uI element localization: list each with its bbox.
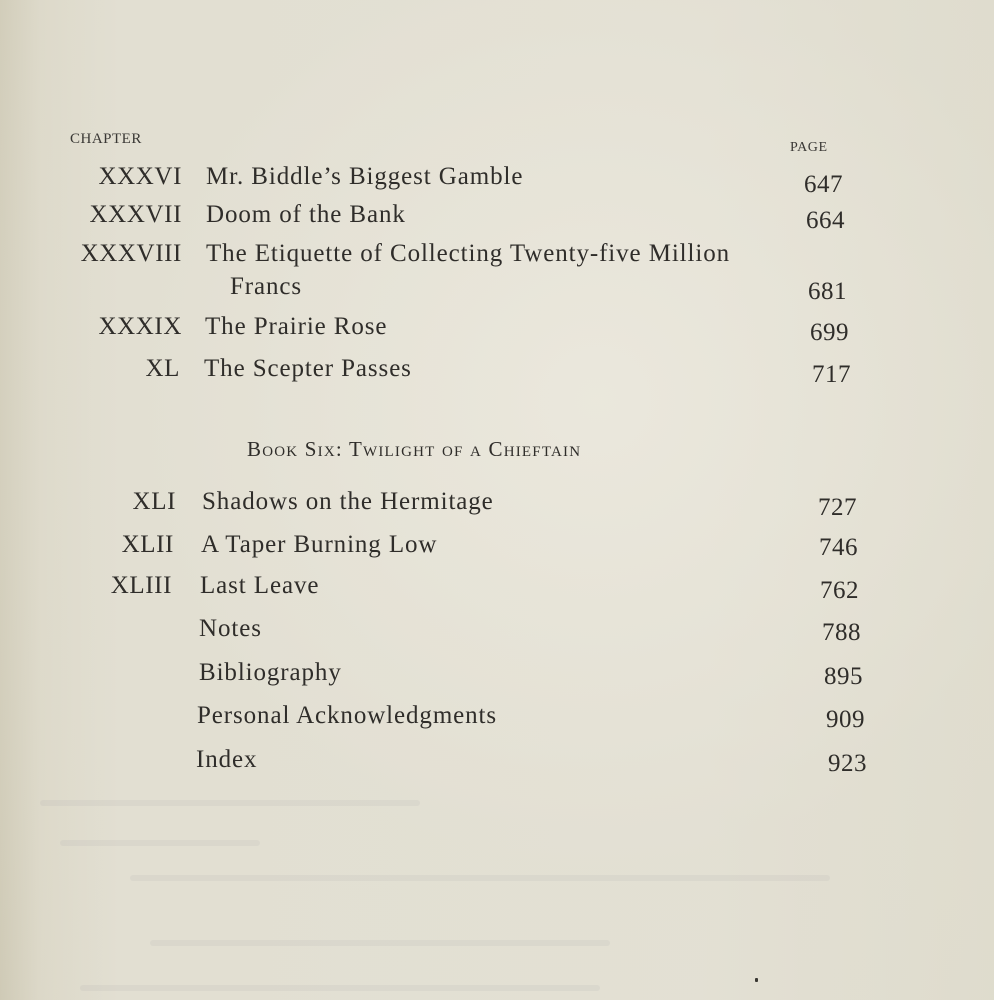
- toc-entry-bibliography: [0, 659, 994, 693]
- chapter-title: The Prairie Rose: [205, 313, 388, 340]
- chapter-number: XLI: [132, 488, 176, 515]
- chapter-number: XXXVII: [89, 201, 182, 228]
- toc-entry: [0, 531, 994, 565]
- toc-entry: [0, 163, 994, 197]
- toc-entry-index: [0, 746, 994, 780]
- show-through-mark: [130, 875, 830, 881]
- back-matter-title: Personal Acknowledgments: [197, 702, 498, 729]
- toc-entry-acknowledgments: [0, 702, 994, 736]
- page-number: 909: [826, 706, 865, 733]
- chapter-column-header: CHAPTER: [70, 131, 142, 147]
- chapter-title: The Scepter Passes: [204, 355, 412, 382]
- chapter-title: Shadows on the Hermitage: [202, 488, 494, 515]
- toc-entry: [0, 488, 994, 522]
- chapter-title-line2: Francs: [230, 273, 303, 300]
- page-number: 762: [820, 577, 859, 604]
- page-number: 664: [806, 207, 845, 234]
- chapter-number: XLIII: [110, 572, 172, 599]
- page-number: 681: [808, 278, 847, 305]
- page-number: 647: [804, 171, 843, 198]
- paper-speck: [755, 978, 758, 982]
- toc-entry: [0, 201, 994, 235]
- show-through-mark: [60, 840, 260, 846]
- book-section-heading: Book Six: Twilight of a Chieftain: [247, 437, 582, 461]
- page-number: 717: [812, 361, 851, 388]
- page-number: 788: [822, 619, 861, 646]
- chapter-title: [206, 240, 730, 268]
- chapter-number: XXXIX: [98, 313, 182, 340]
- page-number: 746: [819, 534, 858, 561]
- toc-entry: [0, 313, 994, 347]
- chapter-number: XXXVI: [98, 163, 182, 190]
- chapter-title: Doom of the Bank: [206, 201, 406, 228]
- chapter-title: A Taper Burning Low: [201, 531, 438, 558]
- show-through-mark: [150, 940, 610, 946]
- page-number: 895: [824, 663, 863, 690]
- chapter-number: XXXVIII: [80, 240, 182, 267]
- chapter-number: XL: [145, 355, 180, 382]
- toc-entry: [0, 240, 994, 310]
- show-through-mark: [40, 800, 420, 806]
- chapter-number: XLII: [121, 531, 174, 558]
- toc-entry-notes: [0, 615, 994, 649]
- back-matter-title: Index: [196, 746, 258, 773]
- chapter-title: Mr. Biddle’s Biggest Gamble: [206, 163, 524, 190]
- chapter-title: Last Leave: [200, 572, 320, 599]
- page-column-header: PAGE: [790, 140, 828, 155]
- page-number: 923: [828, 750, 867, 777]
- back-matter-title: Notes: [199, 615, 262, 642]
- page-number: 727: [818, 494, 857, 521]
- toc-entry: [0, 355, 994, 389]
- toc-entry: [0, 572, 994, 606]
- page-number: 699: [810, 319, 849, 346]
- show-through-mark: [80, 985, 600, 991]
- back-matter-title: Bibliography: [199, 659, 342, 686]
- chapter-title-line1: The Etiquette of Collecting Twenty-five Million: [206, 240, 731, 267]
